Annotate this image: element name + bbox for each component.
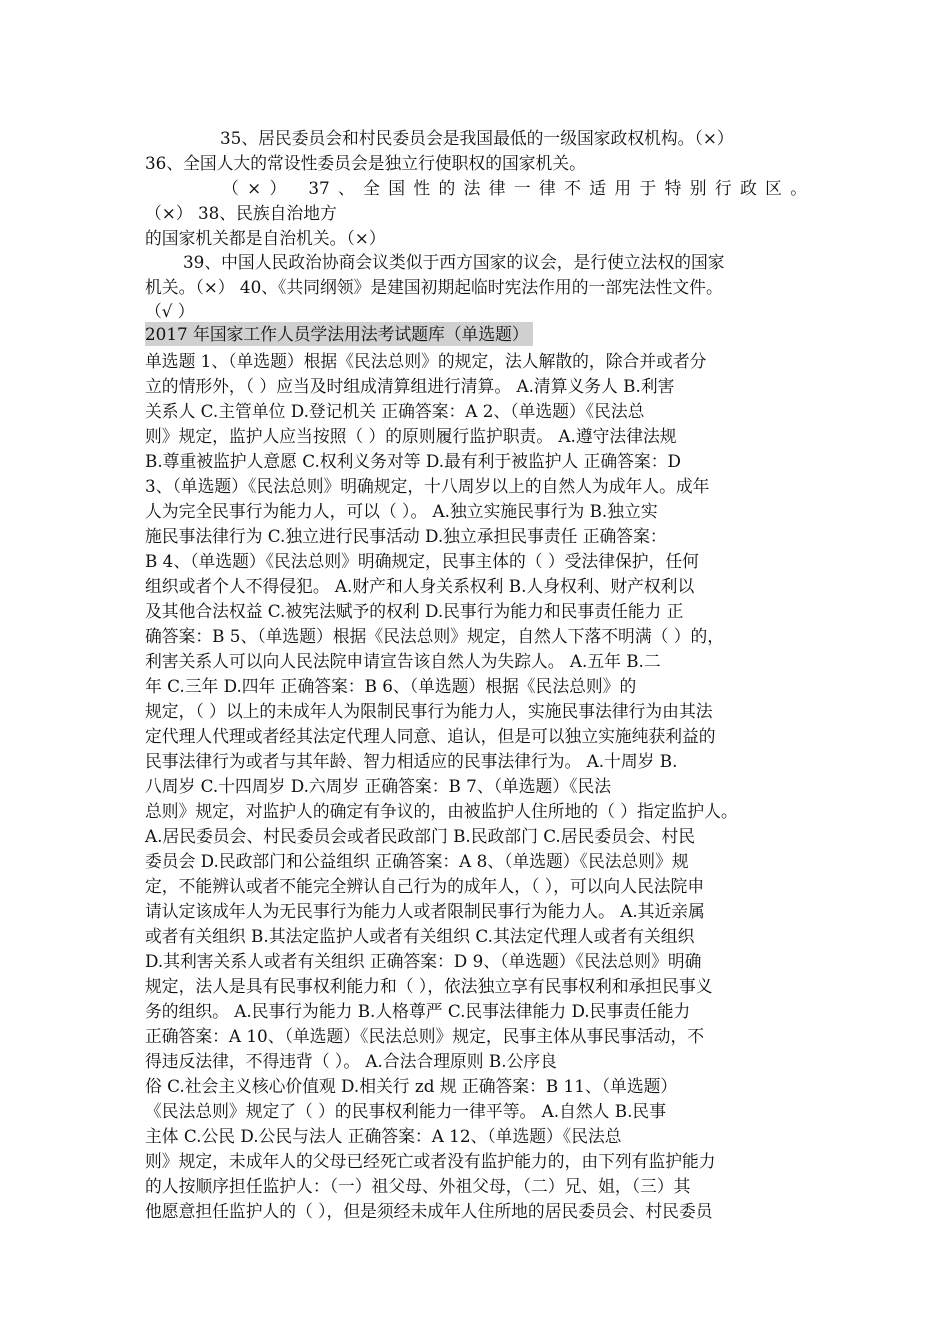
text-line: D.其利害关系人或者有关组织 正确答案：D 9、（单选题）《民法总则》明确: [145, 951, 702, 971]
text-line: 定代理人代理或者经其法定代理人同意、追认，但是可以独立实施纯获利益的: [145, 726, 716, 746]
text-line: 人为完全民事行为能力人，可以（ ）。 A.独立实施民事行为 B.独立实: [145, 501, 658, 521]
text-line: 或者有关组织 B.其法定监护人或者有关组织 C.其法定代理人或者有关组织: [145, 926, 695, 946]
text-line: （√ ）: [145, 301, 195, 321]
text-line: 的国家机关都是自治机关。（×）: [145, 228, 386, 248]
text-line: 总则》规定，对监护人的确定有争议的，由被监护人住所地的（ ）指定监护人。: [145, 801, 738, 821]
text-line: （×） 37、全国性的法律一律不适用于特别行政区。: [222, 178, 807, 198]
text-line: 民事法律行为或者与其年龄、智力相适应的民事法律行为。 A.十周岁 B.: [145, 751, 678, 771]
text-line: 3、（单选题）《民法总则》明确规定，十八周岁以上的自然人为成年人。成年: [145, 476, 710, 496]
text-line: 委员会 D.民政部门和公益组织 正确答案：A 8、（单选题）《民法总则》规: [145, 851, 689, 871]
text-line: 则》规定，监护人应当按照（ ）的原则履行监护职责。 A.遵守法律法规: [145, 426, 677, 446]
text-line: 规定，法人是具有民事权利能力和（ ），依法独立享有民事权利和承担民事义: [145, 976, 713, 996]
text-line: 立的情形外，（ ）应当及时组成清算组进行清算。 A.清算义务人 B.利害: [145, 376, 675, 396]
text-line: 的人按顺序担任监护人：（一）祖父母、外祖父母，（二）兄、姐，（三）其: [145, 1176, 691, 1196]
text-line: B.尊重被监护人意愿 C.权利义务对等 D.最有利于被监护人 正确答案：D: [145, 451, 681, 471]
text-line: 39、中国人民政治协商会议类似于西方国家的议会，是行使立法权的国家: [183, 252, 725, 272]
text-line: 主体 C.公民 D.公民与法人 正确答案：A 12、（单选题）《民法总: [145, 1126, 622, 1146]
text-line: 八周岁 C.十四周岁 D.六周岁 正确答案：B 7、（单选题）《民法: [145, 776, 612, 796]
text-line: A.居民委员会、村民委员会或者民政部门 B.民政部门 C.居民委员会、村民: [145, 826, 696, 846]
text-line: 确答案：B 5、（单选题）根据《民法总则》规定，自然人下落不明满（ ）的，: [145, 626, 725, 646]
text-line: 务的组织。 A.民事行为能力 B.人格尊严 C.民事法律能力 D.民事责任能力: [145, 1001, 691, 1021]
text-line: （×） 38、民族自治地方: [145, 203, 337, 223]
text-line: 机关。（×） 40、《共同纲领》是建国初期起临时宪法作用的一部宪法性文件。: [145, 277, 723, 297]
text-line: 规定，（ ）以上的未成年人为限制民事行为能力人，实施民事法律行为由其法: [145, 701, 713, 721]
text-line: 及其他合法权益 C.被宪法赋予的权利 D.民事行为能力和民事责任能力 正: [145, 601, 684, 621]
text-line: 单选题 1、（单选题）根据《民法总则》的规定，法人解散的，除合并或者分: [145, 351, 707, 371]
text-line: 请认定该成年人为无民事行为能力人或者限制民事行为能力人。 A.其近亲属: [145, 901, 705, 921]
text-line: 35、居民委员会和村民委员会是我国最低的一级国家政权机构。（×）: [220, 128, 734, 148]
text-line: 利害关系人可以向人民法院申请宣告该自然人为失踪人。 A.五年 B.二: [145, 651, 661, 671]
text-line: 则》规定，未成年人的父母已经死亡或者没有监护能力的，由下列有监护能力: [145, 1151, 716, 1171]
text-line: B 4、（单选题）《民法总则》明确规定，民事主体的（ ）受法律保护，任何: [145, 551, 699, 571]
text-line: 得违反法律，不得违背（ ）。 A.合法合理原则 B.公序良: [145, 1051, 557, 1071]
text-line: 定，不能辨认或者不能完全辨认自己行为的成年人，（ ），可以向人民法院申: [145, 876, 705, 896]
text-line: 施民事法律行为 C.独立进行民事活动 D.独立承担民事责任 正确答案：: [145, 526, 667, 546]
text-line: 年 C.三年 D.四年 正确答案：B 6、（单选题）根据《民法总则》的: [145, 676, 637, 696]
text-line: 关系人 C.主管单位 D.登记机关 正确答案：A 2、（单选题）《民法总: [145, 401, 645, 421]
section-heading: 2017 年国家工作人员学法用法考试题库（单选题）: [145, 322, 533, 346]
text-line: 俗 C.社会主义核心价值观 D.相关行 zd 规 正确答案：B 11、（单选题）: [145, 1076, 678, 1096]
text-line: 组织或者个人不得侵犯。 A.财产和人身关系权利 B.人身权利、财产权利以: [145, 576, 695, 596]
text-line: 正确答案：A 10、（单选题）《民法总则》规定，民事主体从事民事活动，不: [145, 1026, 705, 1046]
text-line: 他愿意担任监护人的（ ），但是须经未成年人住所地的居民委员会、村民委员: [145, 1201, 713, 1221]
text-line: 36、全国人大的常设性委员会是独立行使职权的国家机关。: [145, 153, 586, 173]
text-line: 《民法总则》规定了（ ）的民事权利能力一律平等。 A.自然人 B.民事: [145, 1101, 666, 1121]
